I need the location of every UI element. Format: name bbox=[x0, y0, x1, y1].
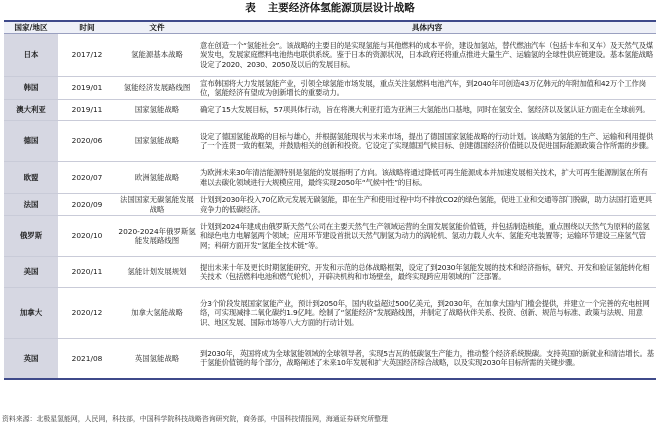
content-cell: 提出未来十年及更长时期氢能研究、开发和示范的总体战略框架，设定了到2030年氢能发展的技术和经济指标，研究、开发和验证氢能转化相关技术（包括燃料电池和燃气轮机），开辟决机构和市场壁垒，最终实现跨应用领域的广泛部署。 bbox=[198, 257, 656, 288]
header-row bbox=[4, 21, 656, 34]
document-cell: 加拿大氢能战略 bbox=[116, 288, 198, 339]
time-cell: 2019/11 bbox=[58, 100, 116, 121]
table-row bbox=[4, 121, 656, 162]
strategy-table bbox=[4, 20, 656, 380]
country-cell: 日本 bbox=[4, 34, 58, 77]
table-title bbox=[0, 0, 660, 16]
country-cell: 德国 bbox=[4, 121, 58, 162]
document-cell: 国家氢能战略 bbox=[116, 100, 198, 121]
document-cell: 英国氢能战略 bbox=[116, 339, 198, 379]
content-cell: 到2030年，英国将成为全球氢能领域的全球领导者，实现5吉瓦的低碳氢生产能力，推动整个经济系统脱碳。支持英国的新就业和清洁增长。基于氢能价值链的每个部分，战略阐述了未来10年发展和扩大英国经济综合战略，以及实现2030年目标所需的关键步骤。 bbox=[198, 339, 656, 379]
time-cell: 2020/06 bbox=[58, 121, 116, 162]
time-cell: 2020/12 bbox=[58, 288, 116, 339]
content-cell: 确定了15大发展目标，57项具体行动，旨在将澳大利亚打造为亚洲三大氢能出口基地，同时在氢安全、氢经济以及氢认证方面走在全球前列。 bbox=[198, 100, 656, 121]
header-content: 具体内容 bbox=[198, 21, 656, 34]
country-cell: 美国 bbox=[4, 257, 58, 288]
header-time: 时间 bbox=[58, 21, 116, 34]
table-number: 表 bbox=[245, 2, 256, 14]
header-country: 国家/地区 bbox=[4, 21, 58, 34]
time-cell: 2020/07 bbox=[58, 162, 116, 194]
table-row bbox=[4, 216, 656, 257]
time-cell: 2020/10 bbox=[58, 216, 116, 257]
document-cell: 国家氢能战略 bbox=[116, 121, 198, 162]
document-cell: 氢能源基本战略 bbox=[116, 34, 198, 77]
content-cell: 计划到2024年建成由俄罗斯天然气公司在主要天然气生产领域运营的全面发展氢能价值链，并包括制造核能，重点围绕以天然气为原料的蓝氢和绿色电力电解氢两个领域；应用环节建设首批以天然气制氢为动力的涡轮机、氢动力载人火车、氢能充电装置等；运输环节建设三座氢气管网；科研方面开发“氢能全技术链”等。 bbox=[198, 216, 656, 257]
time-cell: 2020/11 bbox=[58, 257, 116, 288]
table-title-text: 主要经济体氢能源顶层设计战略 bbox=[267, 2, 415, 14]
table-row bbox=[4, 288, 656, 339]
table-row bbox=[4, 34, 656, 77]
country-cell: 英国 bbox=[4, 339, 58, 379]
document-cell: 氢能计划发展规划 bbox=[116, 257, 198, 288]
country-cell: 加拿大 bbox=[4, 288, 58, 339]
time-cell: 2019/01 bbox=[58, 77, 116, 100]
content-cell: 分3个阶段发展国家氢能产业，预计到2050年，国内收益超过500亿美元，到2030年，在加拿大国内门槛会提供，并建立一个完善的充电桩网络，可实现减排二氧化碳约1.9亿吨。绘制了“氢能经济”发展路线图，并制定了战略伙伴关系、投资、创新、规范与标准、政策与法规、用意识、地区发展、国际市场等八大方面的行动计划。 bbox=[198, 288, 656, 339]
table-row bbox=[4, 257, 656, 288]
document-cell: 法国国家无碳氢能发展战略 bbox=[116, 194, 198, 216]
table-row bbox=[4, 194, 656, 216]
country-cell: 韩国 bbox=[4, 77, 58, 100]
content-cell: 设定了德国氢能战略的目标与雄心，并根据氢能现状与未来市场，提出了德国国家氢能战略的行动计划。该战略为氢能的生产、运输和利用提供了一个连贯一致的框架，并鼓励相关的创新和投资。它设定了实现德国气候目标、创建德国经济价值链以及促进国际能源政策合作所需的步骤。 bbox=[198, 121, 656, 162]
table-row bbox=[4, 162, 656, 194]
country-cell: 欧盟 bbox=[4, 162, 58, 194]
country-cell: 俄罗斯 bbox=[4, 216, 58, 257]
country-cell: 法国 bbox=[4, 194, 58, 216]
time-cell: 2020/09 bbox=[58, 194, 116, 216]
country-cell: 澳大利亚 bbox=[4, 100, 58, 121]
document-cell: 2020-2024年俄罗斯氢能发展路线图 bbox=[116, 216, 198, 257]
document-cell: 欧洲氢能战略 bbox=[116, 162, 198, 194]
document-cell: 氢能经济发展路线图 bbox=[116, 77, 198, 100]
header-document: 文件 bbox=[116, 21, 198, 34]
source-note: 资料来源：北极星氢能网，人民网，科技部，中国科学院科技战略咨询研究院，商务部，中国科技情报网，海通证券研究所整理 bbox=[2, 415, 388, 423]
table-row bbox=[4, 339, 656, 379]
content-cell: 为欧洲未来30年清洁能源特别是氢能的发展指明了方向。该战略将通过降低可再生能源成本并加速发展相关技术，扩大可再生能源制氢在所有难以去碳化领域进行大规模应用，最终实现2050年“气候中性”的目标。 bbox=[198, 162, 656, 194]
table-row bbox=[4, 100, 656, 121]
content-cell: 计划到2030年投入70亿欧元发展无碳氢能，即在生产和使用过程中均不排放CO2的绿色氢能，促进工业和交通等部门脱碳，助力法国打造更具竞争力的低碳经济。 bbox=[198, 194, 656, 216]
time-cell: 2017/12 bbox=[58, 34, 116, 77]
time-cell: 2021/08 bbox=[58, 339, 116, 379]
table-row bbox=[4, 77, 656, 100]
content-cell: 宣布韩国将大力发展氢能产业，引领全球氢能市场发展，重点关注氢燃料电池汽车，到2040年可创造43万亿韩元的年附加值和42万个工作岗位，氢能经济有望成为创新增长的重要动力。 bbox=[198, 77, 656, 100]
content-cell: 意在创造一个“氢能社会”。该战略的主要目的是实现氢能与其他燃料的成本平价，建设加氢站，替代燃油汽车（包括卡车和叉车）及天然气及煤炭发电，发展家庭燃料电池热电联供系统。鉴于日本的资源状况，日本政府还将重点推进大量生产、运输氢的全球性供应链建设。基本氢能战略设定了2020、2030、2050及以后的发展目标。 bbox=[198, 34, 656, 77]
